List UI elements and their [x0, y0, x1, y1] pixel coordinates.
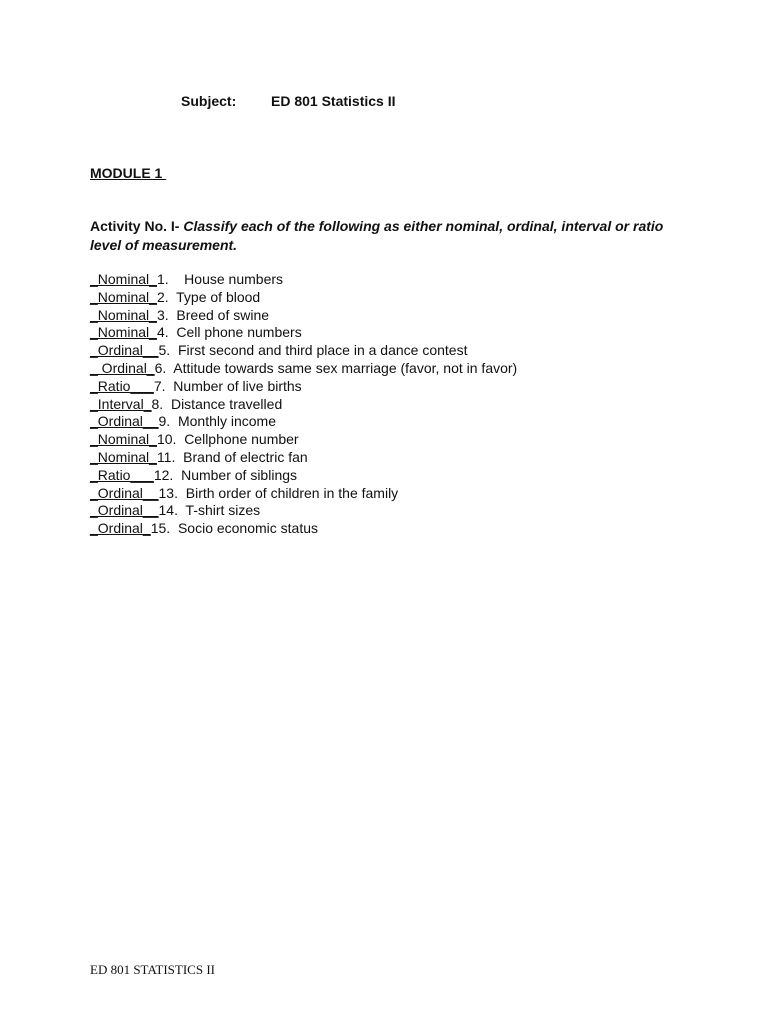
module-heading: MODULE 1: [90, 165, 167, 181]
item-number: 6.: [154, 359, 167, 376]
list-item: [90, 307, 517, 325]
page-footer: ED 801 STATISTICS II: [90, 962, 215, 977]
item-answer: _Ordinal__: [90, 342, 159, 359]
item-text: T-shirt sizes: [185, 502, 261, 519]
list-item: [90, 271, 517, 289]
item-answer: _Nominal_: [90, 431, 157, 448]
list-item: [90, 431, 517, 449]
item-number: 11.: [156, 448, 176, 465]
item-text: Attitude towards same sex marriage (favor, not in favor): [173, 359, 518, 376]
item-number: 2.: [156, 288, 169, 305]
item-number: 4.: [156, 324, 169, 341]
list-item: [90, 289, 517, 307]
item-answer: _Nominal_: [90, 306, 157, 323]
activity-instruction-text: Classify each of the following as either nominal, ordinal, interval or ratio level of measurement.: [90, 218, 664, 253]
item-answer: _Ordinal__: [90, 502, 159, 519]
list-item: [90, 449, 517, 467]
item-text: Distance travelled: [170, 395, 283, 412]
list-item: [90, 324, 517, 342]
item-text: House numbers: [176, 271, 284, 287]
item-number: 3.: [156, 306, 169, 323]
item-answer: _Ordinal__: [90, 413, 159, 430]
item-text: First second and third place in a dance contest: [177, 342, 468, 359]
item-answer: _Nominal_: [90, 448, 157, 465]
item-number: 10.: [156, 431, 177, 448]
item-text: Cellphone number: [184, 431, 299, 448]
activity-label: Activity No. I-: [90, 218, 184, 234]
list-item: [90, 396, 517, 414]
subject-value: ED 801 Statistics II: [271, 93, 396, 109]
item-text: Monthly income: [177, 413, 277, 430]
item-number: 14.: [158, 502, 178, 519]
item-number: 12.: [153, 466, 174, 483]
list-item: [90, 413, 517, 431]
list-item: [90, 520, 517, 538]
item-text: Type of blood: [176, 288, 261, 305]
list-item: [90, 502, 517, 520]
item-text: Number of live births: [173, 377, 302, 394]
item-number: 13.: [158, 484, 178, 501]
subject-line: [181, 93, 396, 109]
item-text: Socio economic status: [177, 520, 319, 537]
item-answer: _Ordinal__: [90, 484, 159, 501]
list-item: [90, 360, 517, 378]
list-item: [90, 485, 517, 503]
activity-instructions: [90, 217, 690, 255]
item-answer: _Interval_: [90, 395, 152, 412]
item-text: Brand of electric fan: [183, 448, 308, 465]
item-number: 8.: [151, 395, 164, 412]
item-text: Birth order of children in the family: [185, 484, 399, 501]
item-answer: _Ordinal_: [90, 520, 151, 537]
item-answer: _Nominal_: [90, 324, 157, 341]
item-answer: _Nominal_: [90, 271, 157, 287]
item-text: Cell phone numbers: [176, 324, 302, 341]
list-item: [90, 378, 517, 396]
item-number: 1.: [156, 271, 169, 287]
item-answer: _Nominal_: [90, 288, 157, 305]
item-number: 15.: [150, 520, 171, 537]
subject-label: Subject:: [181, 93, 237, 109]
item-number: 7.: [153, 377, 166, 394]
item-answer: _Ratio___: [90, 377, 154, 394]
answer-list: [90, 271, 517, 538]
item-answer: _ Ordinal_: [90, 359, 155, 376]
list-item: [90, 342, 517, 360]
item-number: 5.: [158, 342, 171, 359]
item-number: 9.: [158, 413, 171, 430]
list-item: [90, 467, 517, 485]
item-text: Breed of swine: [176, 306, 270, 323]
item-answer: _Ratio___: [90, 466, 154, 483]
item-text: Number of siblings: [181, 466, 298, 483]
